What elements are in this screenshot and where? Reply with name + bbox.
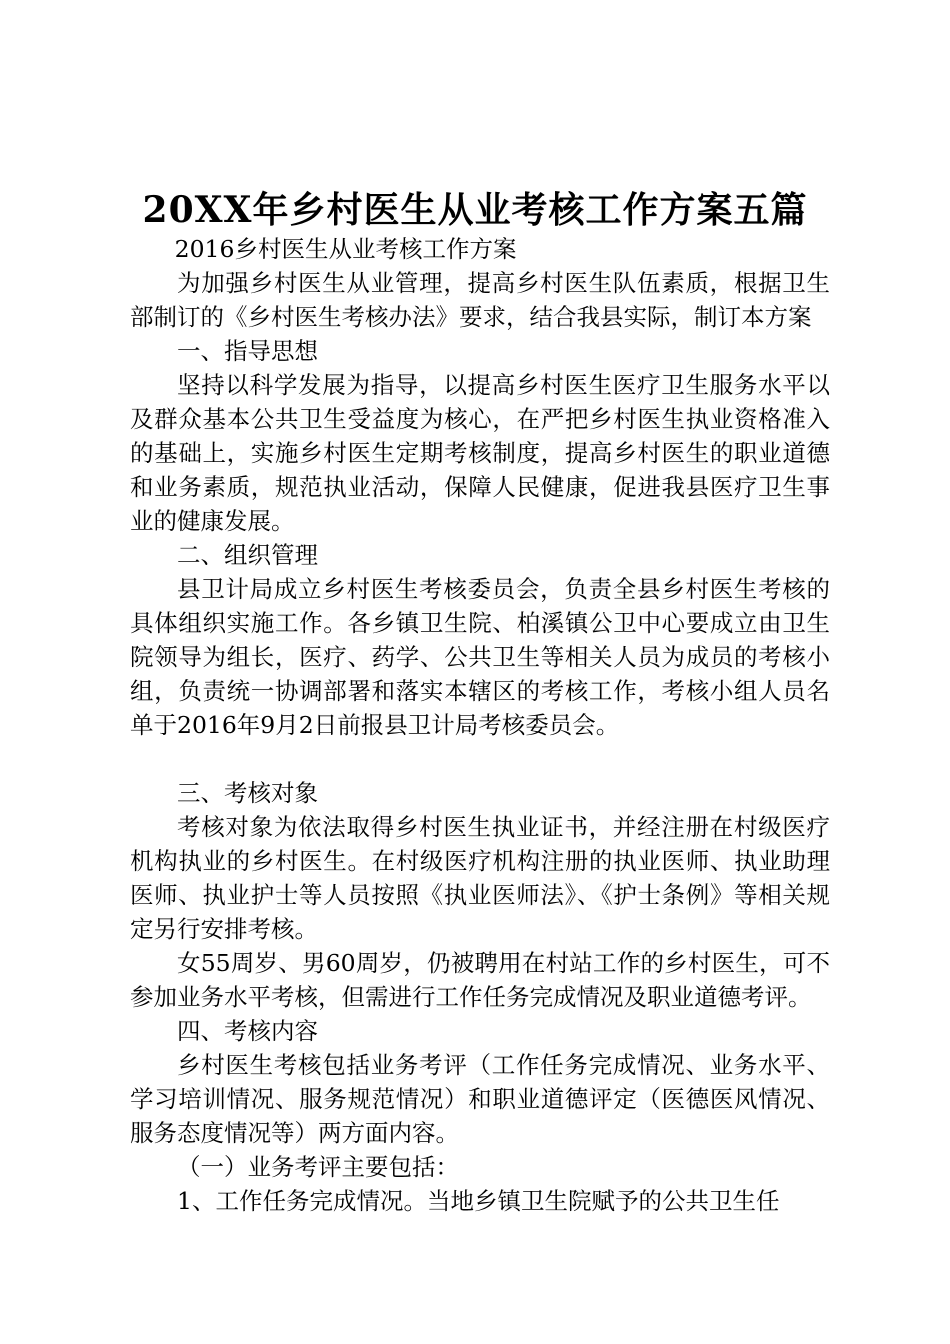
section-heading-assessment-content: 四、考核内容 — [177, 1017, 318, 1045]
guiding-ideology-paragraph: 坚持以科学发展为指导，以提高乡村医生医疗卫生服务水平以及群众基本公共卫生受益度为核心，在严把乡村医生执业资格准入的基础上，实施乡村医生定期考核制度，提高乡村医生的职业道德和业务素质，规范执业活动，保障人民健康，促进我县医疗卫生事业的健康发展。 — [130, 371, 830, 535]
section-heading-guiding-ideology: 一、指导思想 — [177, 337, 318, 365]
task-completion-paragraph: 1、工作任务完成情况。当地乡镇卫生院赋予的公共卫生任 — [177, 1187, 780, 1215]
section-heading-assessment-targets: 三、考核对象 — [177, 779, 318, 807]
intro-paragraph: 为加强乡村医生从业管理，提高乡村医生队伍素质，根据卫生部制订的《乡村医生考核办法》要求，结合我县实际，制订本方案 — [130, 269, 830, 331]
assessment-targets-paragraph: 考核对象为依法取得乡村医生执业证书，并经注册在村级医疗机构执业的乡村医生。在村级医疗机构注册的执业医师、执业助理医师、执业护士等人员按照《执业医师法》、《护士条例》等相关规定另行安排考核。 — [130, 813, 830, 943]
organization-paragraph: 县卫计局成立乡村医生考核委员会，负责全县乡村医生考核的具体组织实施工作。各乡镇卫生院、柏溪镇公卫中心要成立由卫生院领导为组长，医疗、药学、公共卫生等相关人员为成员的考核小组，负责统一协调部署和落实本辖区的考核工作，考核小组人员名单于2016年9月2日前报县卫计局考核委员会。 — [130, 575, 830, 739]
subtitle-paragraph: 2016乡村医生从业考核工作方案 — [174, 235, 517, 263]
age-exemption-paragraph: 女55周岁、男60周岁，仍被聘用在村站工作的乡村医生，可不参加业务水平考核，但需进行工作任务完成情况及职业道德考评。 — [130, 949, 830, 1011]
assessment-content-paragraph: 乡村医生考核包括业务考评（工作任务完成情况、业务水平、学习培训情况、服务规范情况）和职业道德评定（医德医风情况、服务态度情况等）两方面内容。 — [130, 1051, 830, 1147]
subsection-heading-business-evaluation: （一）业务考评主要包括： — [177, 1153, 459, 1181]
section-heading-organization: 二、组织管理 — [177, 541, 318, 569]
document-title: 20XX年乡村医生从业考核工作方案五篇 — [142, 189, 808, 231]
document-body — [130, 232, 830, 1218]
